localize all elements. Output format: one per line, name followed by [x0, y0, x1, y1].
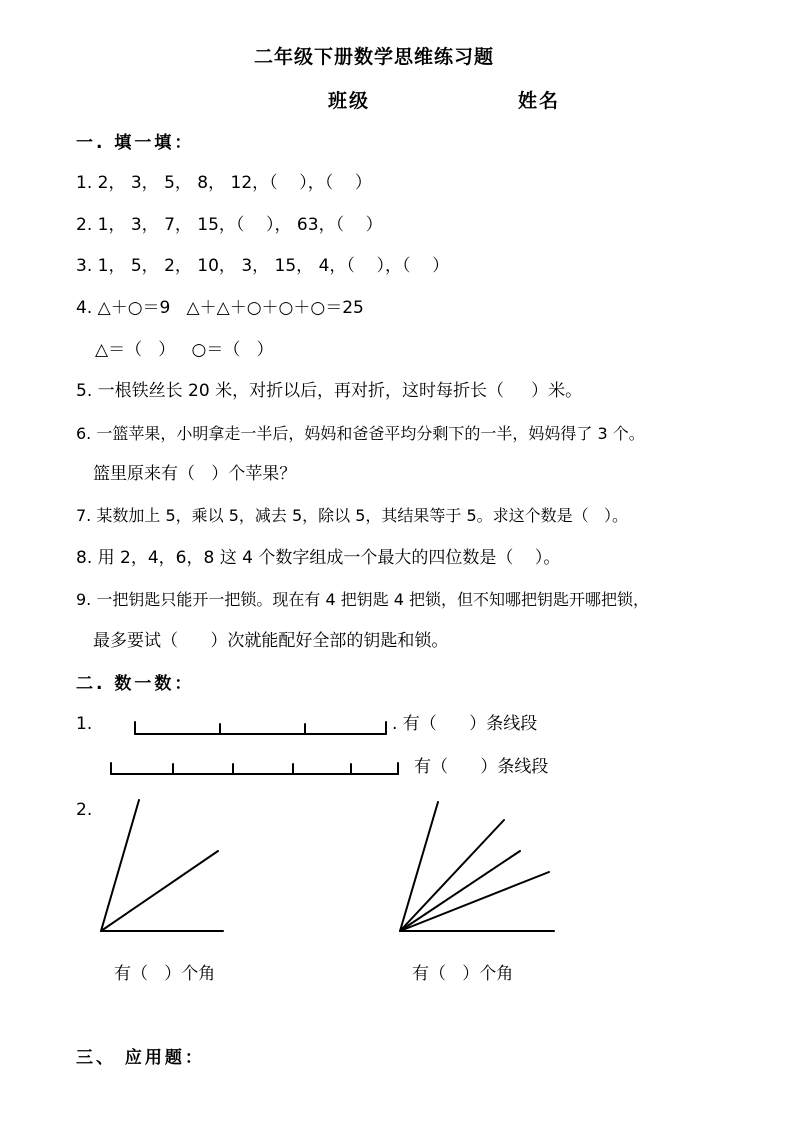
question-4-line-2: △＝（ ） ○＝（ ） — [95, 340, 274, 360]
count-question-1a-text: . 有（ ）条线段 — [392, 714, 538, 734]
question-5: 5. 一根铁丝长 20 米，对折以后，再对折，这时每折长（ ）米。 — [76, 381, 583, 401]
angle-left-ray-2 — [101, 851, 218, 931]
section-2-heading: 二. 数一数： — [76, 674, 195, 694]
count-question-2-left-text: 有（ ）个角 — [114, 964, 216, 984]
count-question-2-number: 2. — [76, 800, 93, 820]
count-question-1-number: 1. — [76, 714, 93, 734]
question-2: 2. 1， 3， 7， 15，（ ）， 63，（ ） — [76, 215, 383, 235]
angle-left-ray-1 — [101, 800, 139, 931]
class-label: 班级 — [328, 90, 371, 112]
question-6-line-1: 6. 一篮苹果，小明拿走一半后，妈妈和爸爸平均分剩下的一半，妈妈得了 3 个。 — [76, 424, 645, 443]
question-1: 1. 2， 3， 5， 8， 12，（ ），（ ） — [76, 173, 372, 193]
question-8: 8. 用 2，4，6，8 这 4 个数字组成一个最大的四位数是（ ）。 — [76, 548, 561, 568]
question-4-line-1: 4. △＋○＝9 △＋△＋○＋○＋○＝25 — [76, 298, 364, 318]
question-6-line-2: 篮里原来有（ ）个苹果？ — [93, 464, 297, 484]
segment-figure-b — [106, 760, 406, 780]
question-7: 7. 某数加上 5，乘以 5，减去 5，除以 5，其结果等于 5。求这个数是（ ）。 — [76, 506, 628, 525]
question-9-line-1: 9. 一把钥匙只能开一把锁。现在有 4 把钥匙 4 把锁，但不知哪把钥匙开哪把锁， — [76, 590, 650, 609]
question-3: 3. 1， 5， 2， 10， 3， 15， 4，（ ），（ ） — [76, 256, 450, 276]
segment-figure-a — [130, 718, 395, 742]
angle-figure-right — [394, 797, 559, 937]
count-question-1b-text: 有（ ）条线段 — [414, 757, 549, 777]
name-label: 姓名 — [518, 90, 561, 112]
section-1-heading: 一. 填一填： — [76, 133, 195, 153]
question-9-line-2: 最多要试（ ）次就能配好全部的钥匙和锁。 — [93, 631, 449, 651]
page-title: 二年级下册数学思维练习题 — [254, 46, 495, 68]
angle-figure-left — [95, 795, 230, 937]
section-3-heading: 三、 应用题： — [76, 1048, 205, 1068]
count-question-2-right-text: 有（ ）个角 — [412, 964, 514, 984]
